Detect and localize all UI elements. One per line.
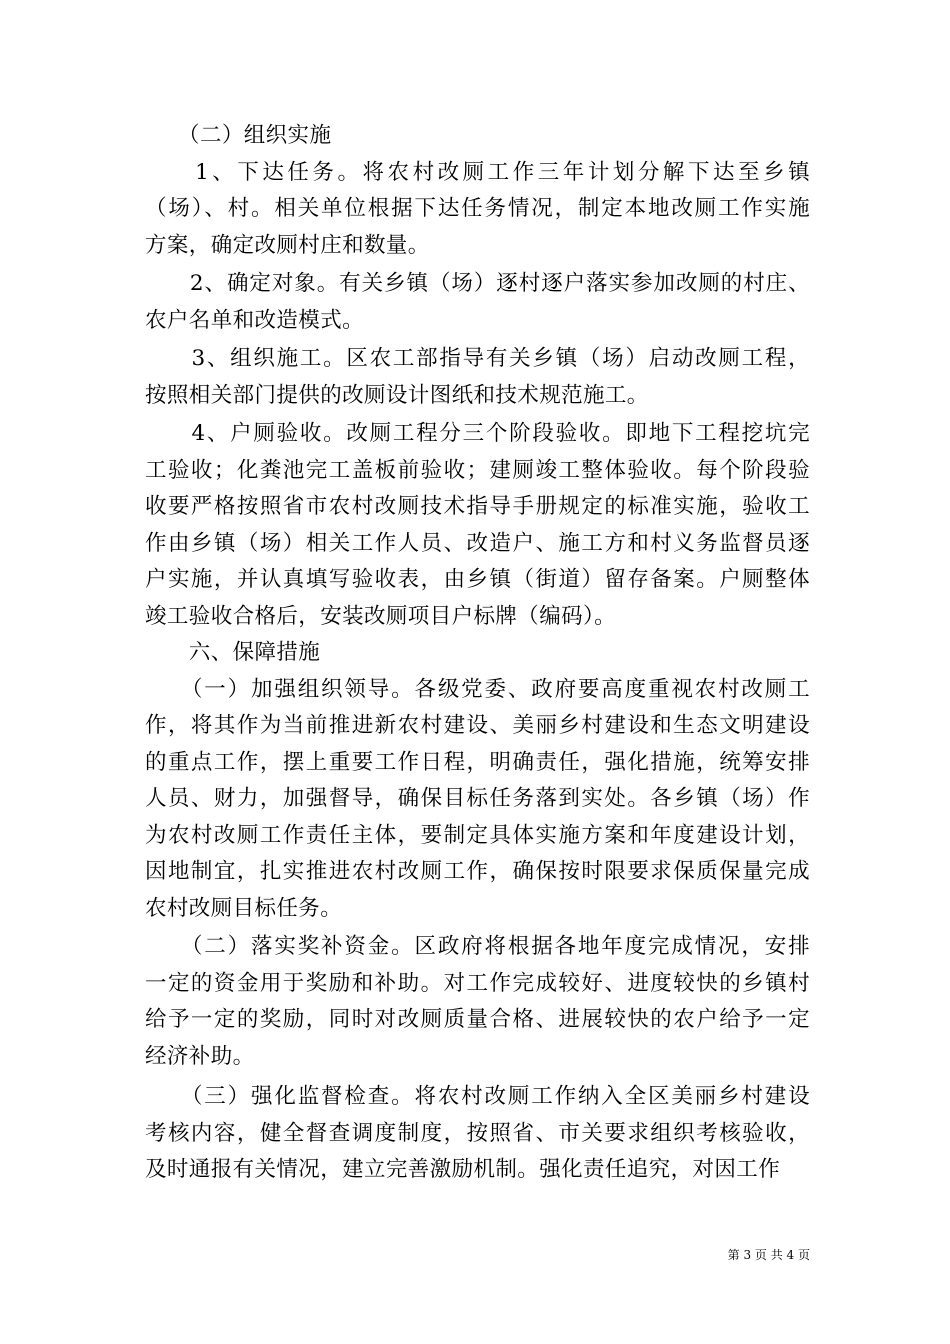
paragraph-line: 为农村改厕工作责任主体，要制定具体实施方案和年度建设计划，: [145, 822, 810, 848]
paragraph-line: 及时通报有关情况，建立完善激励机制。强化责任追究，对因工作: [145, 1157, 781, 1182]
paragraph-p1: [145, 118, 810, 155]
paragraph-line: 4、户厕验收。改厕工程分三个阶段验收。即地下工程挖坑完: [145, 421, 810, 446]
paragraph-line: 竣工验收合格后，安装改厕项目户标牌（编码）。: [145, 603, 617, 629]
paragraph-p9: [145, 1079, 810, 1189]
paragraph-line: 考核内容，健全督查调度制度，按照省、市关要求组织考核验收，: [145, 1120, 810, 1146]
paragraph-p3: [145, 266, 810, 339]
paragraph-p4: [145, 341, 810, 414]
document-body: [145, 118, 810, 1189]
paragraph-p2: [145, 155, 810, 265]
paragraph-p5: [145, 416, 810, 635]
paragraph-line: 作由乡镇（场）相关工作人员、改造户、施工方和村义务监督员逐: [145, 530, 810, 556]
paragraph-line: 收要严格按照省市农村改厕技术指导手册规定的标准实施，验收工: [145, 494, 810, 519]
paragraph-line: 农户名单和改造模式。: [145, 307, 365, 333]
paragraph-line: 方案，确定改厕村庄和数量。: [145, 232, 430, 258]
paragraph-line: （场）、村。相关单位根据下达任务情况，制定本地改厕工作实施: [145, 196, 810, 221]
paragraph-line: 经济补助。: [145, 1043, 255, 1069]
paragraph-line: 人员、财力，加强督导，确保目标任务落到实处。各乡镇（场）作: [145, 786, 810, 811]
paragraph-line: 户实施，并认真填写验收表，由乡镇（街道）留存备案。户厕整体: [145, 567, 810, 592]
paragraph-line: 工验收；化粪池完工盖板前验收；建厕竣工整体验收。每个阶段验: [145, 457, 810, 483]
paragraph-line: （二）组织实施: [145, 123, 332, 148]
paragraph-line: 2、确定对象。有关乡镇（场）逐村逐户落实参加改厕的村庄、: [145, 271, 810, 296]
paragraph-line: 作，将其作为当前推进新农村建设、美丽乡村建设和生态文明建设: [145, 713, 810, 738]
paragraph-line: 按照相关部门提供的改厕设计图纸和技术规范施工。: [145, 382, 649, 408]
paragraph-p7: [145, 672, 810, 928]
paragraph-p6: [145, 635, 810, 672]
paragraph-line: （一）加强组织领导。各级党委、政府要高度重视农村改厕工: [145, 676, 810, 702]
paragraph-line: （二）落实奖补资金。区政府将根据各地年度完成情况，安排: [145, 934, 810, 959]
paragraph-line: 一定的资金用于奖励和补助。对工作完成较好、进度较快的乡镇村: [145, 970, 810, 996]
page-number-footer: 第 3 页 共 4 页: [727, 1248, 810, 1262]
paragraph-line: 六、保障措施: [145, 640, 321, 665]
paragraph-line: 给予一定的奖励，同时对改厕质量合格、进展较快的农户给予一定: [145, 1007, 810, 1032]
paragraph-line: （三）强化监督检查。将农村改厕工作纳入全区美丽乡村建设: [145, 1084, 810, 1109]
paragraph-line: 1、下达任务。将农村改厕工作三年计划分解下达至乡镇: [145, 159, 810, 185]
paragraph-p8: [145, 929, 810, 1075]
paragraph-line: 3、组织施工。区农工部指导有关乡镇（场）启动改厕工程，: [145, 346, 810, 371]
paragraph-line: 农村改厕目标任务。: [145, 895, 343, 921]
paragraph-line: 因地制宜，扎实推进农村改厕工作，确保按时限要求保质保量完成: [145, 859, 810, 884]
paragraph-line: 的重点工作，摆上重要工作日程，明确责任，强化措施，统筹安排: [145, 749, 810, 775]
